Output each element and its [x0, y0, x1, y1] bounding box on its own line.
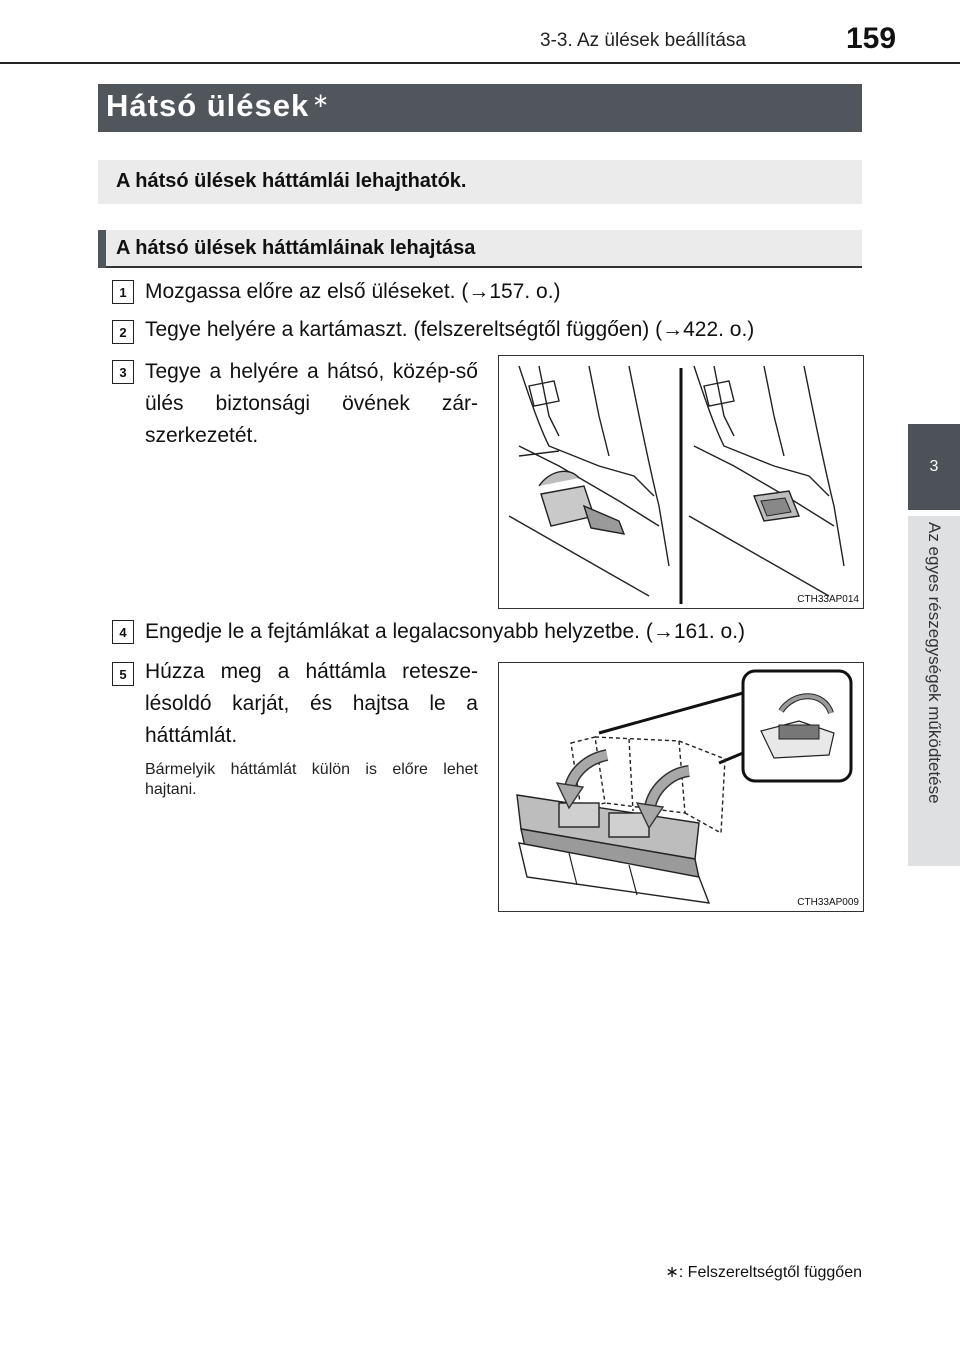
- step-number-3: 3: [112, 360, 134, 384]
- step-number-5: 5: [112, 662, 134, 686]
- page-title: [106, 88, 330, 124]
- step-text-1: Mozgassa előre az első üléseket. (→157. o.): [145, 280, 561, 303]
- step-text-4: Engedje le a fejtámlákat a legalacsonyabb helyzetbe. (→161. o.): [145, 620, 746, 643]
- page-number: 159: [846, 22, 897, 55]
- footnote: ∗: Felszereltségtől függően: [665, 1264, 862, 1281]
- chapter-title: Az egyes részegységek működtetése: [925, 522, 944, 804]
- running-header-section: 3-3. Az ülések beállítása: [540, 30, 746, 51]
- step-text-5: Húzza meg a háttámla retesze-lésoldó karját, és hajtsa le a háttámlát.: [145, 660, 478, 747]
- title-footnote-marker: ∗: [312, 90, 331, 112]
- step-number-1: 1: [112, 280, 134, 304]
- step-note-5: Bármelyik háttámlát külön is előre lehet hajtani.: [145, 761, 478, 798]
- page-title-text: Hátsó ülések: [106, 88, 310, 123]
- header-divider: [0, 62, 960, 64]
- section-heading: A hátsó ülések háttámláinak lehajtása: [116, 237, 476, 259]
- step-number-4: 4: [112, 620, 134, 644]
- chapter-tab-number: [908, 424, 960, 510]
- chapter-number: 3: [929, 458, 939, 475]
- chapter-tab-title: [908, 516, 960, 866]
- figure-fold-seatback: [498, 662, 864, 912]
- figure-code: CTH33AP009: [797, 897, 859, 908]
- step-number-2: 2: [112, 320, 134, 344]
- figure-seatbelt-buckle: [498, 355, 864, 609]
- step-text-2: Tegye helyére a kartámaszt. (felszereltségtől függően) (→422. o.): [145, 318, 755, 341]
- figure-code: CTH33AP014: [797, 594, 859, 605]
- fold-seatback-illustration: [499, 663, 863, 911]
- step-text-3: Tegye a helyére a hátsó, közép-ső ülés biztonsági övének zár-szerkezetét.: [145, 360, 478, 447]
- subtitle: A hátsó ülések háttámlái lehajthatók.: [116, 170, 467, 192]
- section-heading-accent: [98, 230, 106, 268]
- seatbelt-buckle-illustration: [499, 356, 863, 608]
